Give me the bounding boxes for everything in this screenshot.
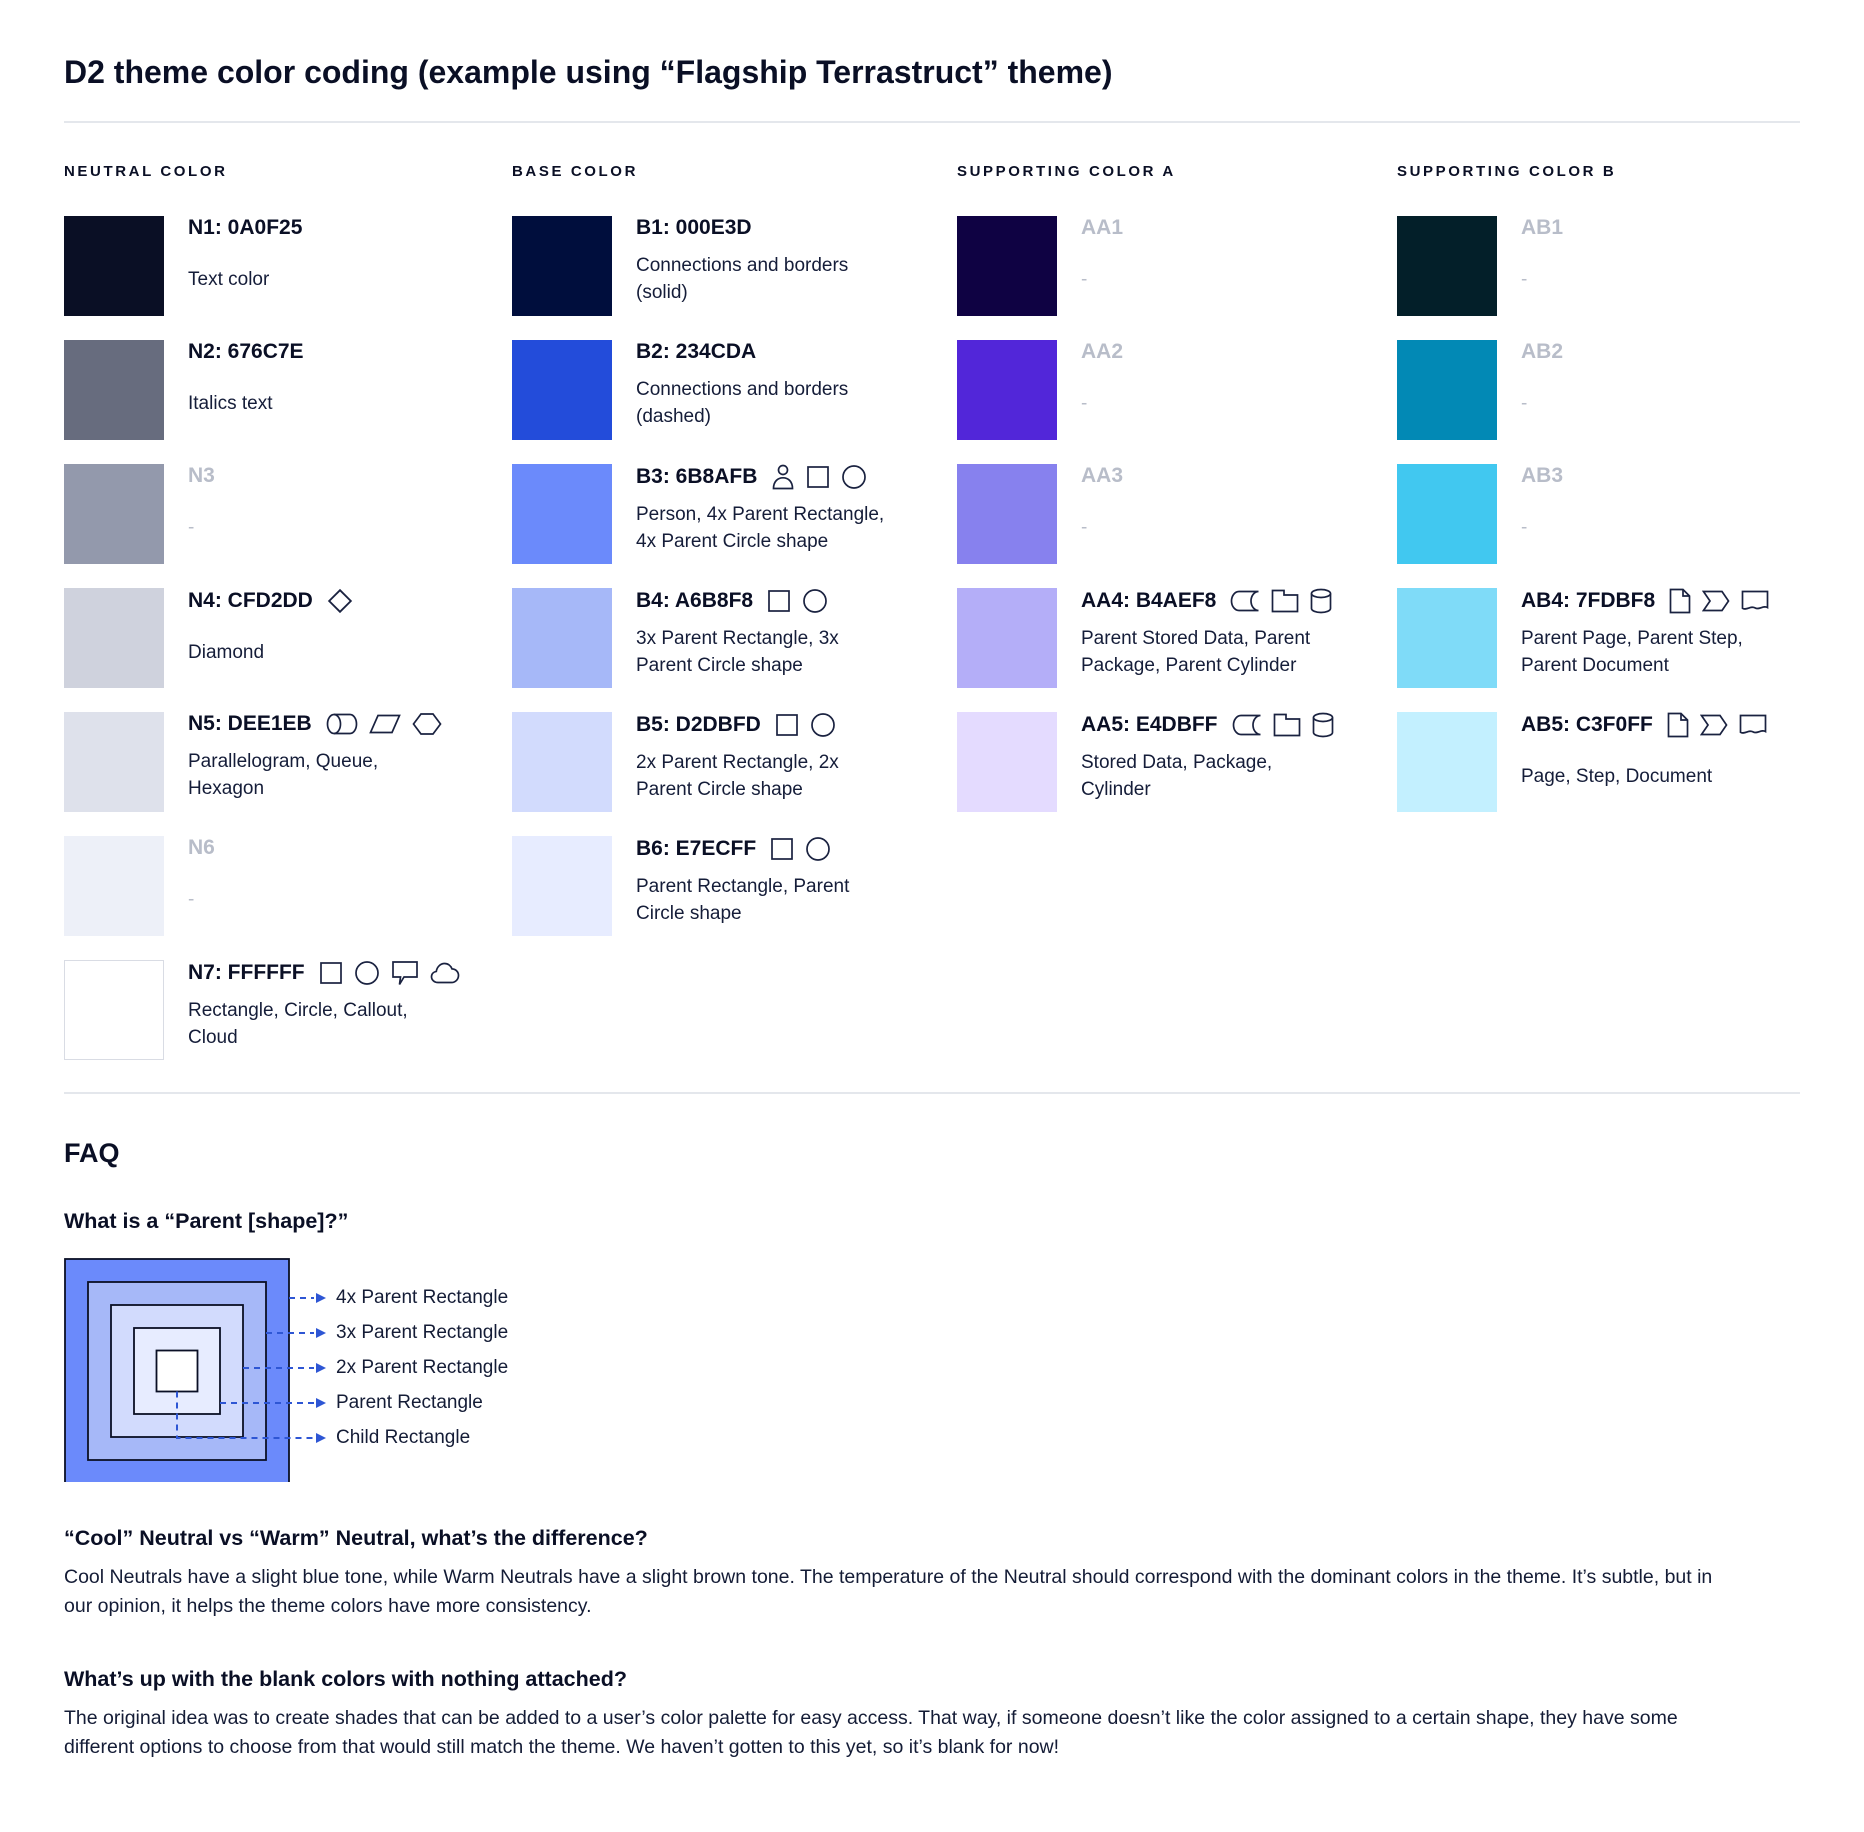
circle-icon bbox=[354, 960, 380, 986]
step-icon bbox=[1700, 714, 1728, 736]
nested-rectangles-svg bbox=[64, 1258, 330, 1482]
diagram-label-4: Parent Rectangle bbox=[336, 1392, 483, 1413]
color-desc-b5: 2x Parent Rectangle, 2x Parent Circle shape bbox=[636, 752, 839, 800]
cylinder-icon bbox=[1312, 712, 1334, 738]
swatch-n7 bbox=[64, 960, 164, 1060]
package-icon bbox=[1271, 589, 1299, 613]
swatch-b6 bbox=[512, 836, 612, 936]
cylinder-icon bbox=[1310, 588, 1332, 614]
faq-question-parent-shape: What is a “Parent [shape]?” bbox=[64, 1209, 349, 1233]
color-label-n3: N3 bbox=[188, 464, 215, 487]
faq-section bbox=[64, 1138, 1800, 1762]
swatch-ab2 bbox=[1397, 340, 1497, 440]
color-desc-ab1: - bbox=[1521, 268, 1528, 290]
color-row-b6 bbox=[512, 836, 957, 960]
color-label-aa5: AA5: E4DBFF bbox=[1081, 713, 1218, 736]
rectangle-icon bbox=[770, 837, 794, 861]
parallelogram-icon bbox=[369, 714, 401, 734]
column-header: NEUTRAL COLOR bbox=[64, 163, 228, 180]
column-neutral-color bbox=[64, 163, 512, 1084]
circle-icon bbox=[802, 588, 828, 614]
swatch-n1 bbox=[64, 216, 164, 316]
color-row-ab2 bbox=[1397, 340, 1800, 464]
color-desc-ab5: Page, Step, Document bbox=[1521, 765, 1713, 787]
color-label-b3: B3: 6B8AFB bbox=[636, 465, 758, 488]
document-icon bbox=[1739, 714, 1767, 736]
color-label-ab4: AB4: 7FDBF8 bbox=[1521, 589, 1656, 612]
color-label-n6: N6 bbox=[188, 836, 215, 859]
color-desc-b1: Connections and borders (solid) bbox=[636, 255, 849, 303]
color-label-n1: N1: 0A0F25 bbox=[188, 216, 303, 239]
color-row-n4 bbox=[64, 588, 512, 712]
color-label-b5: B5: D2DBFD bbox=[636, 713, 761, 736]
package-icon bbox=[1273, 713, 1301, 737]
color-row-ab3 bbox=[1397, 464, 1800, 588]
color-columns bbox=[64, 163, 1800, 1084]
swatch-b5 bbox=[512, 712, 612, 812]
swatch-b3 bbox=[512, 464, 612, 564]
color-desc-b3: Person, 4x Parent Rectangle, 4x Parent Circle shape bbox=[636, 504, 885, 552]
color-desc-aa5: Stored Data, Package, Cylinder bbox=[1081, 752, 1273, 800]
color-label-b4: B4: A6B8F8 bbox=[636, 589, 754, 612]
person-icon bbox=[771, 464, 795, 490]
faq-question-blank-colors: What’s up with the blank colors with nothing attached? bbox=[64, 1667, 627, 1691]
color-desc-b2: Connections and borders (dashed) bbox=[636, 379, 849, 427]
rectangle-icon bbox=[319, 961, 343, 985]
column-base-color bbox=[512, 163, 957, 1084]
faq-question-cool-warm: “Cool” Neutral vs “Warm” Neutral, what’s the difference? bbox=[64, 1526, 648, 1550]
color-desc-aa4: Parent Stored Data, Parent Package, Parent Cylinder bbox=[1081, 628, 1311, 676]
step-icon bbox=[1702, 590, 1730, 612]
color-row-ab4 bbox=[1397, 588, 1800, 712]
parent-shape-diagram bbox=[64, 1258, 764, 1482]
swatch-ab1 bbox=[1397, 216, 1497, 316]
color-label-b2: B2: 234CDA bbox=[636, 340, 757, 363]
color-label-n4: N4: CFD2DD bbox=[188, 589, 313, 612]
page-icon bbox=[1669, 588, 1691, 614]
diagram-label-5: Child Rectangle bbox=[336, 1427, 471, 1448]
color-desc-n5: Parallelogram, Queue, Hexagon bbox=[188, 751, 379, 799]
swatch-b2 bbox=[512, 340, 612, 440]
color-row-aa2 bbox=[957, 340, 1397, 464]
color-desc-aa1: - bbox=[1081, 268, 1088, 290]
hexagon-icon bbox=[412, 712, 442, 736]
color-label-b6: B6: E7ECFF bbox=[636, 837, 757, 860]
swatch-aa4 bbox=[957, 588, 1057, 688]
column-header: BASE COLOR bbox=[512, 163, 639, 180]
color-row-b2 bbox=[512, 340, 957, 464]
swatch-aa1 bbox=[957, 216, 1057, 316]
swatch-aa3 bbox=[957, 464, 1057, 564]
swatch-aa2 bbox=[957, 340, 1057, 440]
swatch-n4 bbox=[64, 588, 164, 688]
color-desc-n6: - bbox=[188, 888, 195, 910]
column-supporting-color-a bbox=[957, 163, 1397, 1084]
swatch-b4 bbox=[512, 588, 612, 688]
color-label-n5: N5: DEE1EB bbox=[188, 712, 312, 735]
cloud-icon bbox=[430, 962, 460, 984]
color-desc-n2: Italics text bbox=[188, 392, 273, 414]
page-title: D2 theme color coding (example using “Flagship Terrastruct” theme) bbox=[64, 54, 1113, 90]
color-row-ab1 bbox=[1397, 216, 1800, 340]
color-label-aa4: AA4: B4AEF8 bbox=[1081, 589, 1217, 612]
color-row-b3 bbox=[512, 464, 957, 588]
color-row-b4 bbox=[512, 588, 957, 712]
faq-divider bbox=[64, 1092, 1800, 1094]
swatch-n3 bbox=[64, 464, 164, 564]
callout-icon bbox=[391, 960, 419, 986]
swatch-aa5 bbox=[957, 712, 1057, 812]
color-desc-n1: Text color bbox=[188, 268, 270, 290]
color-label-b1: B1: 000E3D bbox=[636, 216, 752, 239]
color-desc-ab2: - bbox=[1521, 392, 1528, 414]
swatch-n5 bbox=[64, 712, 164, 812]
color-row-n5 bbox=[64, 712, 512, 836]
color-row-aa1 bbox=[957, 216, 1397, 340]
color-label-ab3: AB3 bbox=[1521, 464, 1564, 487]
color-label-ab1: AB1 bbox=[1521, 216, 1564, 239]
swatch-ab3 bbox=[1397, 464, 1497, 564]
color-row-n6 bbox=[64, 836, 512, 960]
swatch-n2 bbox=[64, 340, 164, 440]
faq-answer-cool-warm: Cool Neutrals have a slight blue tone, while Warm Neutrals have a slight brown tone. The temperature of the Neutral should correspond with the dominant colors in the theme. It’s subtle, but in our opinion, it helps the theme colors have more consistency. bbox=[64, 1566, 1713, 1617]
faq-answer-blank-colors: The original idea was to create shades that can be added to a user’s color palette for easy access. That way, if someone doesn’t like the color assigned to a certain shape, they have some different options to choose from that would still match the theme. We haven’t gotten to this yet, so it’s blank for now! bbox=[64, 1707, 1678, 1758]
color-desc-b4: 3x Parent Rectangle, 3x Parent Circle shape bbox=[636, 628, 839, 676]
color-row-aa3 bbox=[957, 464, 1397, 588]
color-row-ab5 bbox=[1397, 712, 1800, 836]
color-label-aa2: AA2 bbox=[1081, 340, 1124, 363]
rectangle-icon bbox=[767, 589, 791, 613]
color-desc-n3: - bbox=[188, 516, 195, 538]
diagram-label-3: 2x Parent Rectangle bbox=[336, 1357, 509, 1378]
circle-icon bbox=[841, 464, 867, 490]
page-icon bbox=[1667, 712, 1689, 738]
diamond-icon bbox=[327, 588, 353, 614]
rectangle-icon bbox=[775, 713, 799, 737]
color-label-ab2: AB2 bbox=[1521, 340, 1564, 363]
color-desc-aa3: - bbox=[1081, 516, 1088, 538]
faq-heading: FAQ bbox=[64, 1138, 120, 1168]
column-header: SUPPORTING COLOR B bbox=[1397, 163, 1617, 180]
rectangle-icon bbox=[806, 465, 830, 489]
stored-data-icon bbox=[1232, 714, 1262, 736]
swatch-ab4 bbox=[1397, 588, 1497, 688]
color-label-n2: N2: 676C7E bbox=[188, 340, 304, 363]
color-row-n7 bbox=[64, 960, 512, 1084]
color-row-b1 bbox=[512, 216, 957, 340]
swatch-ab5 bbox=[1397, 712, 1497, 812]
color-label-aa3: AA3 bbox=[1081, 464, 1124, 487]
color-desc-b6: Parent Rectangle, Parent Circle shape bbox=[636, 876, 850, 924]
color-label-ab5: AB5: C3F0FF bbox=[1521, 713, 1653, 736]
diagram-label-1: 4x Parent Rectangle bbox=[336, 1287, 509, 1308]
color-desc-n7: Rectangle, Circle, Callout, Cloud bbox=[188, 1000, 408, 1048]
stored-data-icon bbox=[1230, 590, 1260, 612]
color-label-aa1: AA1 bbox=[1081, 216, 1124, 239]
color-row-aa5 bbox=[957, 712, 1397, 836]
swatch-b1 bbox=[512, 216, 612, 316]
color-row-b5 bbox=[512, 712, 957, 836]
color-desc-ab3: - bbox=[1521, 516, 1528, 538]
column-header: SUPPORTING COLOR A bbox=[957, 163, 1176, 180]
color-desc-aa2: - bbox=[1081, 392, 1088, 414]
column-supporting-color-b bbox=[1397, 163, 1800, 1084]
color-row-n1 bbox=[64, 216, 512, 340]
diagram-label-2: 3x Parent Rectangle bbox=[336, 1322, 509, 1343]
document-icon bbox=[1741, 590, 1769, 612]
color-desc-n4: Diamond bbox=[188, 641, 265, 663]
circle-icon bbox=[810, 712, 836, 738]
title-divider bbox=[64, 121, 1800, 123]
swatch-n6 bbox=[64, 836, 164, 936]
color-row-aa4 bbox=[957, 588, 1397, 712]
color-label-n7: N7: FFFFFF bbox=[188, 961, 305, 984]
color-row-n3 bbox=[64, 464, 512, 588]
queue-icon bbox=[326, 713, 358, 735]
color-row-n2 bbox=[64, 340, 512, 464]
circle-icon bbox=[805, 836, 831, 862]
color-desc-ab4: Parent Page, Parent Step, Parent Document bbox=[1521, 628, 1743, 676]
